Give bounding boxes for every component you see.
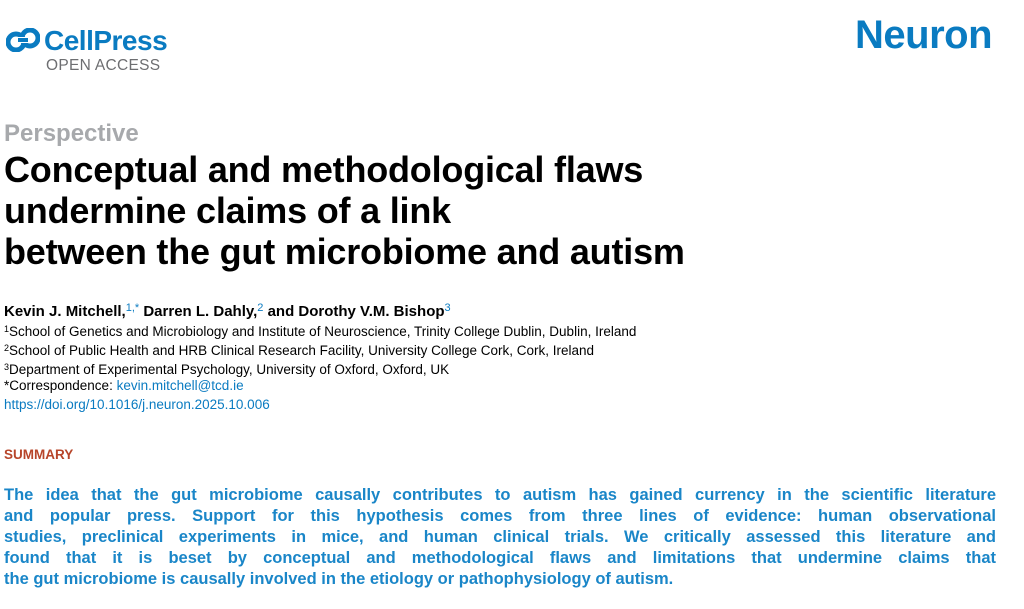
affiliation bbox=[4, 358, 1004, 379]
author-list bbox=[4, 298, 451, 322]
affiliation-number: 3 bbox=[4, 362, 10, 372]
affiliation-text: Department of Experimental Psychology, University of Oxford, Oxford, UK bbox=[9, 362, 450, 377]
correspondence-email[interactable]: kevin.mitchell@tcd.ie bbox=[116, 378, 244, 393]
open-access-label: OPEN ACCESS bbox=[46, 57, 161, 74]
affiliation-text: School of Genetics and Microbiology and Institute of Neuroscience, Trinity College Dublin, Dublin, Ireland bbox=[9, 324, 637, 339]
affiliation-marker[interactable]: 2 bbox=[257, 302, 264, 314]
summary-heading: SUMMARY bbox=[4, 447, 74, 462]
affiliation-number: 1 bbox=[4, 324, 10, 334]
summary-line: and popular press. Support for this hypothesis comes from three lines of evidence: human observational bbox=[4, 507, 996, 525]
summary-text bbox=[4, 485, 996, 590]
affiliation bbox=[4, 320, 1004, 341]
cellpress-link-icon bbox=[6, 28, 40, 52]
journal-name[interactable]: Neuron bbox=[855, 13, 992, 57]
title-line: undermine claims of a link bbox=[4, 190, 451, 231]
summary-line: the gut microbiome is causally involved in the etiology or pathophysiology of autism. bbox=[4, 570, 674, 588]
author-name: and Dorothy V.M. Bishop bbox=[267, 303, 445, 320]
affiliation-marker[interactable]: 3 bbox=[444, 302, 451, 314]
author-name: Darren L. Dahly, bbox=[143, 303, 258, 320]
affiliation-marker[interactable]: 1,* bbox=[125, 302, 140, 314]
correspondence-label: *Correspondence: bbox=[4, 378, 117, 393]
affiliation-text: School of Public Health and HRB Clinical Research Facility, University College Cork, Cork, Ireland bbox=[9, 343, 594, 358]
correspondence bbox=[4, 377, 1004, 395]
article-section: Perspective bbox=[4, 120, 139, 147]
cellpress-logo bbox=[6, 26, 176, 74]
affiliation-number: 2 bbox=[4, 343, 10, 353]
summary-line: studies, preclinical experiments in mice, and human clinical trials. We critically assessed this literature and bbox=[4, 528, 996, 546]
summary-line: found that it is beset by conceptual and methodological flaws and limitations that undermine claims that bbox=[4, 549, 996, 567]
title-line: Conceptual and methodological flaws bbox=[4, 149, 644, 190]
publisher-name: CellPress bbox=[44, 25, 168, 56]
title-line: between the gut microbiome and autism bbox=[4, 231, 685, 272]
affiliation bbox=[4, 339, 1004, 360]
article-title bbox=[4, 149, 1004, 272]
summary-line: The idea that the gut microbiome causally contributes to autism has gained currency in the scientific literature bbox=[4, 486, 996, 504]
author-name: Kevin J. Mitchell, bbox=[4, 303, 126, 320]
doi-link[interactable]: https://doi.org/10.1016/j.neuron.2025.10.006 bbox=[4, 397, 270, 412]
